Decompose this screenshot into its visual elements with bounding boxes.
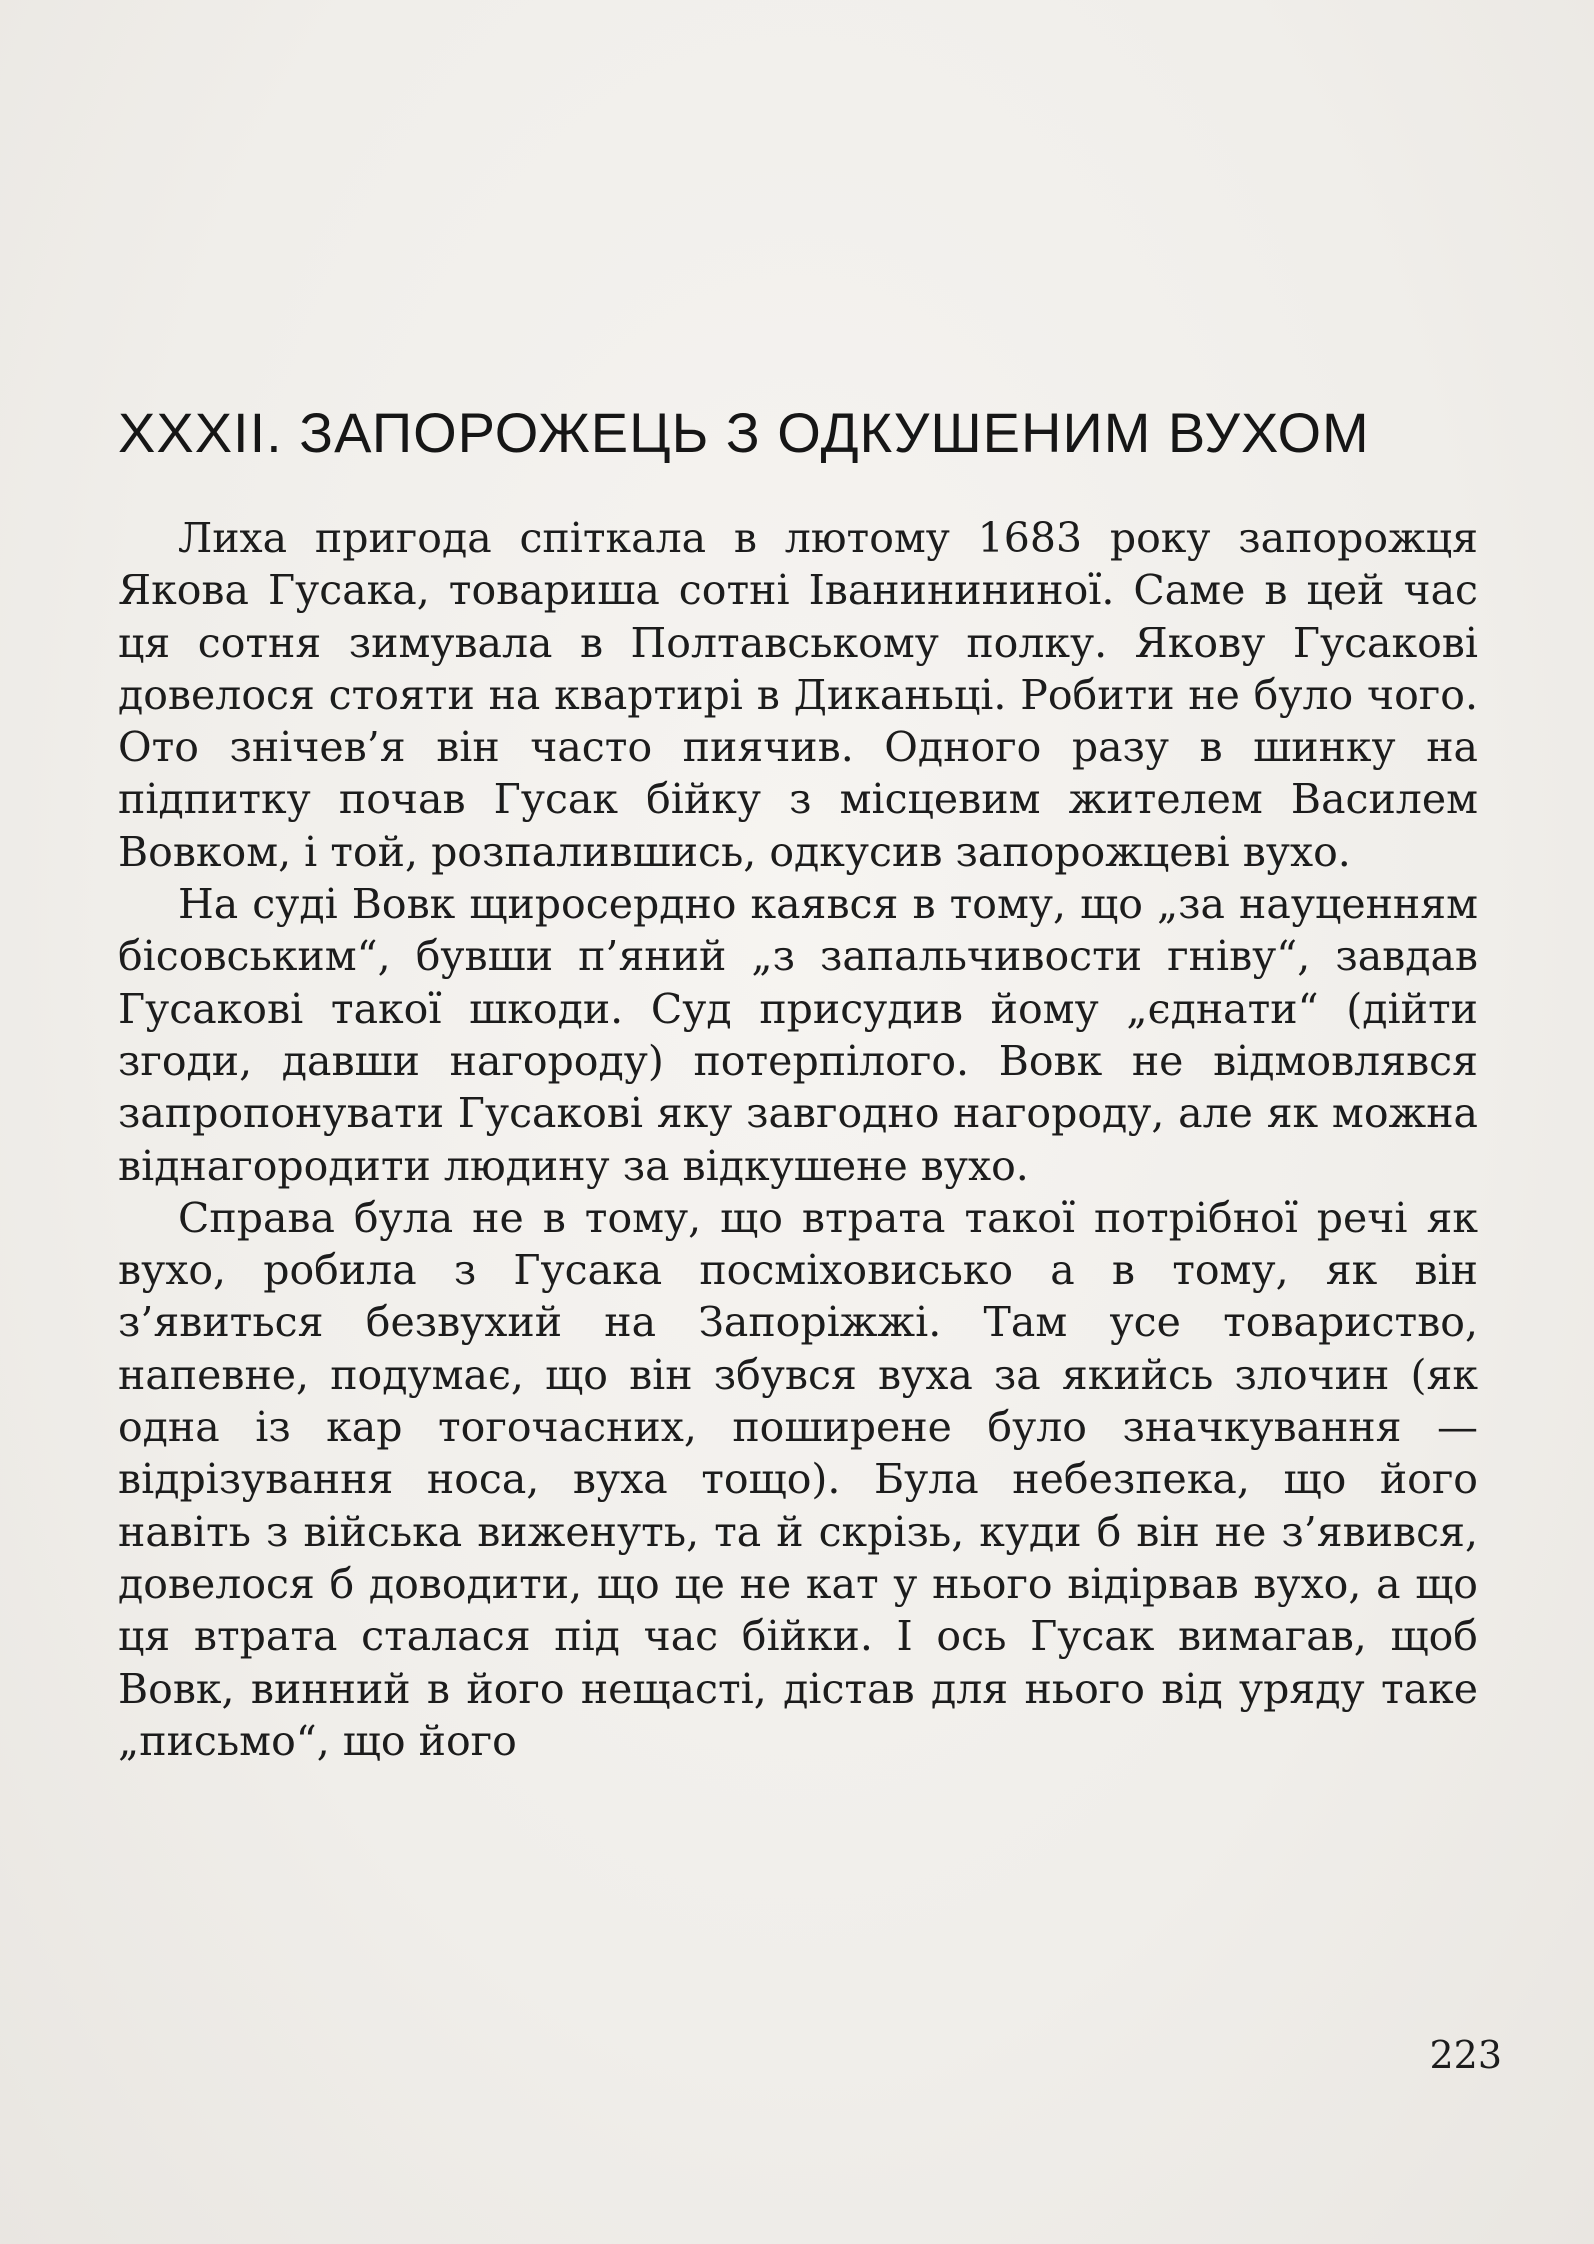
chapter-title: XXXII. ЗАПОРОЖЕЦЬ З ОДКУШЕНИМ ВУХОМ bbox=[118, 401, 1370, 464]
paragraph-1: Лиха пригода спіткала в лютому 1683 року запорожця Якова Гусака, товариша сотні Іванинининої. Саме в цей час ця сотня зимувала в Полтавському полку. Якову Гусакові довелося стояти на квартирі в Диканьці. Робити не було чого. Ото знічев’я він часто пиячив. Одного разу в шинку на підпитку почав Гусак бійку з місцевим жителем Василем Вовком, і той, розпалившись, одкусив запорожцеві вухо. bbox=[118, 514, 1478, 876]
body-text bbox=[118, 512, 1478, 1767]
paragraph-2: На суді Вовк щиросердно каявся в тому, що „за науценням бісовським“, бувши п’яний „з запальчивости гніву“, завдав Гусакові такої шкоди. Суд присудив йому „єднати“ (дійти згоди, давши нагороду) потерпілого. Вовк не відмовлявся запропонувати Гусакові яку завгодно нагороду, але як можна віднагородити людину за відкушене вухо. bbox=[118, 880, 1478, 1190]
page-number: 223 bbox=[1429, 2033, 1502, 2077]
paragraph-3: Справа була не в тому, що втрата такої потрібної речі як вухо, робила з Гусака посміховисько а в тому, як він з’явиться безвухий на Запоріжжі. Там усе товариство, напевне, подумає, що він збувся вуха за якийсь злочин (як одна із кар тогочасних, поширене було значкування — відрізування носа, вуха тощо). Була небезпека, що його навіть з війська виженуть, та й скрізь, куди б він не з’явився, довелося б доводити, що це не кат у нього відірвав вухо, а що ця втрата сталася під час бійки. І ось Гусак вимагав, щоб Вовк, винний в його нещасті, дістав для нього від уряду таке „письмо“, що його bbox=[118, 1193, 1478, 1765]
